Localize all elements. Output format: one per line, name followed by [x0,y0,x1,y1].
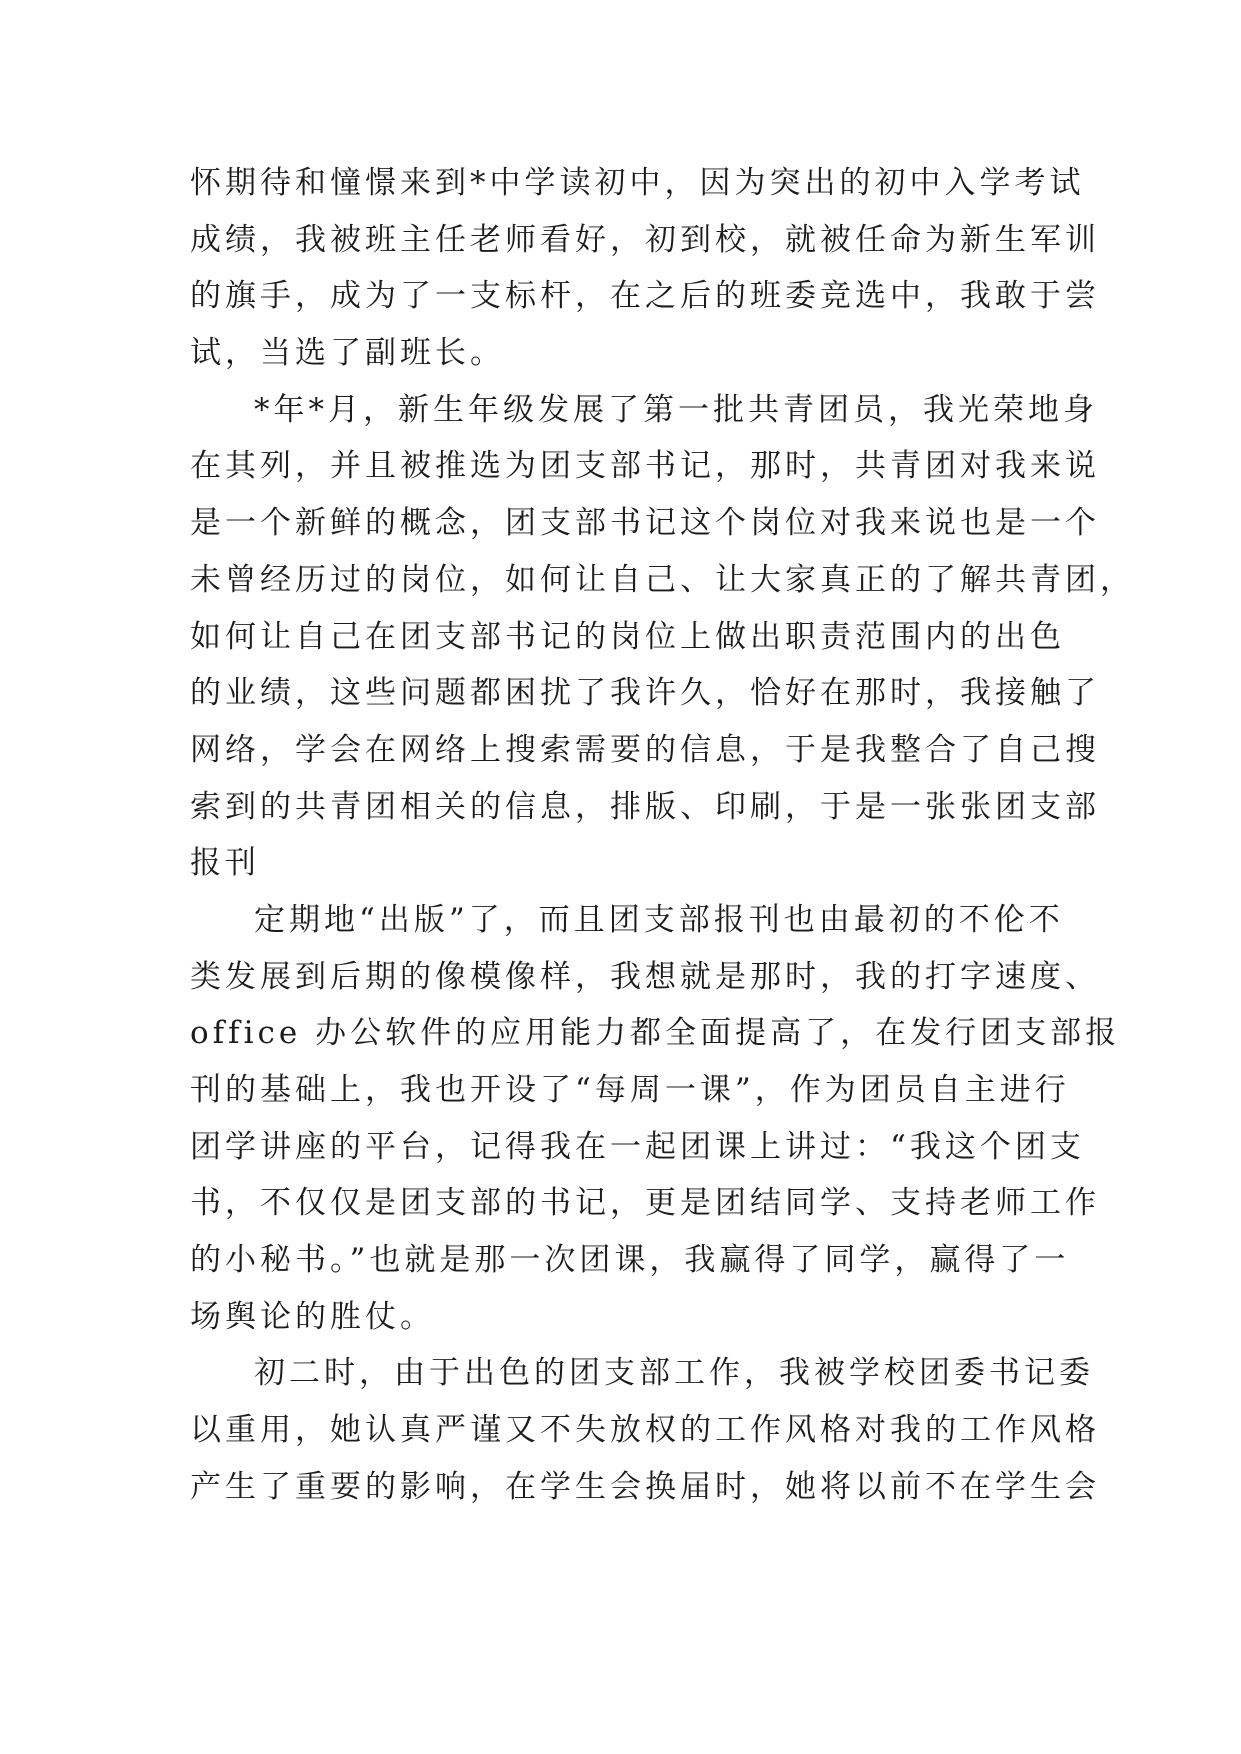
text-line: 场舆论的胜仗。 [190,1298,435,1335]
paragraph-first-line: *年*月，新生年级发展了第一批共青团员，我光荣地身 [254,391,1098,428]
paragraph-first-line: 定期地“出版”了，而且团支部报刊也由最初的不伦不 [254,901,1064,938]
text-line: 以重用，她认真严谨又不失放权的工作风格对我的工作风格 [190,1412,1100,1449]
text-line: 在其列，并且被推选为团支部书记，那时，共青团对我来说 [190,448,1100,485]
text-line: 试，当选了副班长。 [190,335,505,372]
text-line: 刊的基础上，我也开设了“每周一课”，作为团员自主进行 [190,1072,1070,1108]
paragraph-first-line: 初二时，由于出色的团支部工作，我被学校团委书记委 [254,1355,1094,1392]
text-line: 书，不仅仅是团支部的书记，更是团结同学、支持老师工作 [190,1185,1100,1222]
text-line: 成绩，我被班主任老师看好，初到校，就被任命为新生军训 [190,221,1100,258]
document-body [190,155,1135,1516]
text-line: 类发展到后期的像模像样，我想就是那时，我的打字速度、 [190,958,1100,995]
text-line: 网络，学会在网络上搜索需要的信息，于是我整合了自己搜 [190,731,1100,768]
text-line: office 办公软件的应用能力都全面提高了，在发行团支部报 [190,1015,1121,1052]
text-line: 的小秘书。”也就是那一次团课，我赢得了同学，赢得了一 [190,1242,1070,1279]
text-line: 索到的共青团相关的信息，排版、印刷，于是一张张团支部 [190,788,1100,825]
text-line: 的旗手，成为了一支标杆，在之后的班委竞选中，我敢于尝 [190,278,1100,315]
text-line: 团学讲座的平台，记得我在一起团课上讲过：“我这个团支 [190,1128,1085,1165]
text-line: 怀期待和憧憬来到*中学读初中，因为突出的初中入学考试 [190,165,1085,201]
text-line: 如何让自己在团支部书记的岗位上做出职责范围内的出色 [190,618,1065,655]
text-line: 是一个新鲜的概念，团支部书记这个岗位对我来说也是一个 [190,505,1100,542]
text-line: 报刊 [190,845,260,882]
text-line: 的业绩，这些问题都困扰了我许久，恰好在那时，我接触了 [190,675,1100,712]
text-line: 产生了重要的影响，在学生会换届时，她将以前不在学生会 [190,1468,1100,1505]
text-line: 未曾经历过的岗位，如何让自己、让大家真正的了解共青团， [190,561,1135,598]
